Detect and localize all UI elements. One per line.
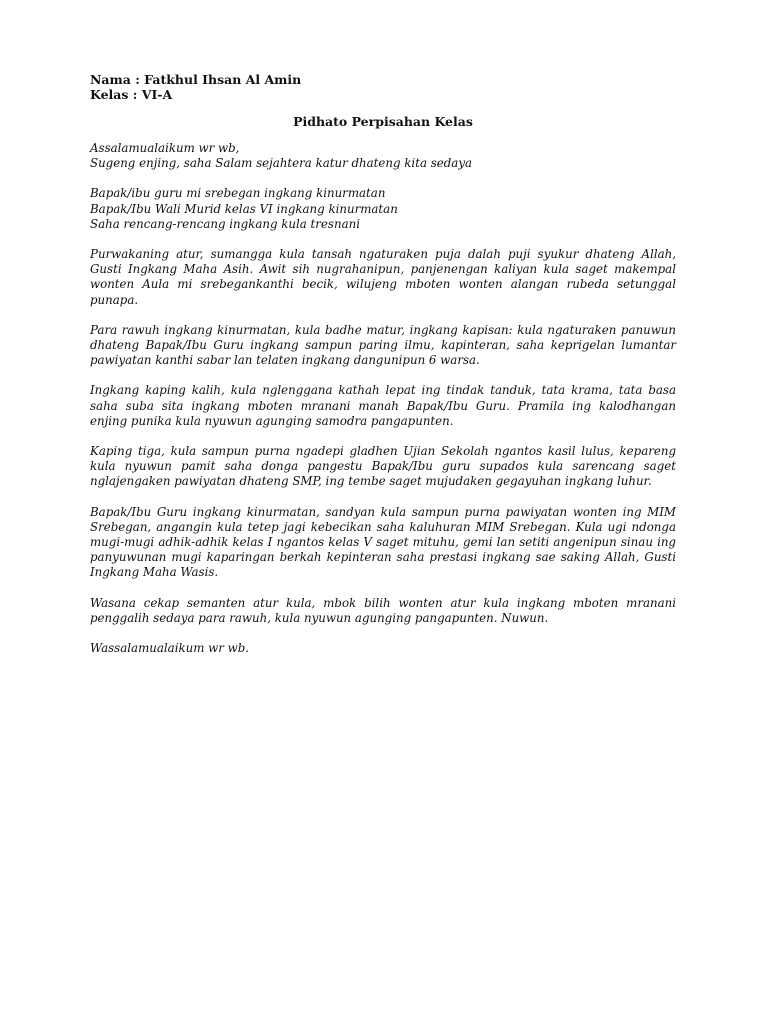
paragraph-line: Bapak/Ibu Guru ingkang kinurmatan, sandyan kula sampun purna pawiyatan wonten ing MIM <box>90 504 676 519</box>
paragraph-line: Wasana cekap semanten atur kula, mbok bilih wonten atur kula ingkang mboten mranani <box>90 595 676 610</box>
paragraph-line: Kaping tiga, kula sampun purna ngadepi gladhen Ujian Sekolah ngantos kasil lulus, kepareng <box>90 444 676 459</box>
student-class: Kelas : VI-A <box>90 87 173 102</box>
paragraph-line: Srebegan, angangin kula tetep jagi kebecikan saha kaluhuran MIM Srebegan. Kula ugi ndonga <box>90 519 676 534</box>
third-point-paragraph <box>90 444 676 490</box>
second-point-paragraph <box>90 383 676 429</box>
opening-paragraph <box>90 247 676 308</box>
paragraph-line: saha suba sita ingkang mboten mranani manah Bapak/Ibu Guru. Pramila ing kalodhangan <box>90 398 676 413</box>
paragraph-line: Para rawuh ingkang kinurmatan, kula badhe matur, ingkang kapisan: kula ngaturaken panuwun <box>90 322 676 337</box>
student-name: Nama : Fatkhul Ihsan Al Amin <box>90 72 302 87</box>
paragraph-line: penggalih sedaya para rawuh, kula nyuwun agunging pangapunten. Nuwun. <box>90 610 549 625</box>
paragraph-line: dhateng Bapak/Ibu Guru ingkang sampun paring ilmu, kapinteran, saha keprigelan lumantar <box>90 338 676 353</box>
paragraph-line: panyuwunan mugi kaparingan berkah kepinteran saha prestasi ingkang sae saking Allah, Gusti <box>90 550 676 565</box>
fourth-point-paragraph <box>90 505 676 581</box>
paragraph-line: nglajengaken pawiyatan dhateng SMP, ing tembe saget mujudaken gegayuhan ingkang luhur. <box>90 474 652 489</box>
first-point-paragraph <box>90 323 676 369</box>
paragraph-line: Ingkang Maha Wasis. <box>90 565 219 580</box>
paragraph-line: kula nyuwun pamit saha donga pangestu Bapak/Ibu guru supados kula sarencang saget <box>90 459 676 474</box>
document-page <box>90 72 676 671</box>
paragraph-line: Gusti Ingkang Maha Asih. Awit sih nugrahanipun, panjenengan kaliyan kula saget makempal <box>90 262 676 277</box>
paragraph-line: Bapak/Ibu Wali Murid kelas VI ingkang kinurmatan <box>90 201 398 216</box>
paragraph-line: enjing punika kula nyuwun agunging samodra pangapunten. <box>90 413 454 428</box>
salutation-paragraph <box>90 186 676 232</box>
paragraph-line: Bapak/ibu guru mi srebegan ingkang kinurmatan <box>90 186 386 201</box>
farewell-paragraph <box>90 641 676 656</box>
greeting-paragraph <box>90 141 676 171</box>
paragraph-line: Ingkang kaping kalih, kula nglenggana kathah lepat ing tindak tanduk, tata krama, tata basa <box>90 383 676 398</box>
paragraph-line: Saha rencang-rencang ingkang kula tresnani <box>90 216 360 231</box>
paragraph-line: Wassalamualaikum wr wb. <box>90 641 250 656</box>
closing-paragraph <box>90 596 676 626</box>
paragraph-line: punapa. <box>90 292 139 307</box>
paragraph-line: mugi-mugi adhik-adhik kelas I ngantos kelas V saget mituhu, gemi lan setiti angenipun sinau ing <box>90 535 676 550</box>
paragraph-line: pawiyatan kanthi sabar lan telaten ingkang dangunipun 6 warsa. <box>90 353 480 368</box>
paragraph-line: wonten Aula mi srebegankanthi becik, wilujeng mboten wonten alangan rubeda setunggal <box>90 277 676 292</box>
document-title: Pidhato Perpisahan Kelas <box>293 114 473 129</box>
paragraph-line: Purwakaning atur, sumangga kula tansah ngaturaken puja dalah puji syukur dhateng Allah, <box>90 247 676 262</box>
paragraph-line: Sugeng enjing, saha Salam sejahtera katur dhateng kita sedaya <box>90 156 473 171</box>
paragraph-line: Assalamualaikum wr wb, <box>90 141 240 155</box>
